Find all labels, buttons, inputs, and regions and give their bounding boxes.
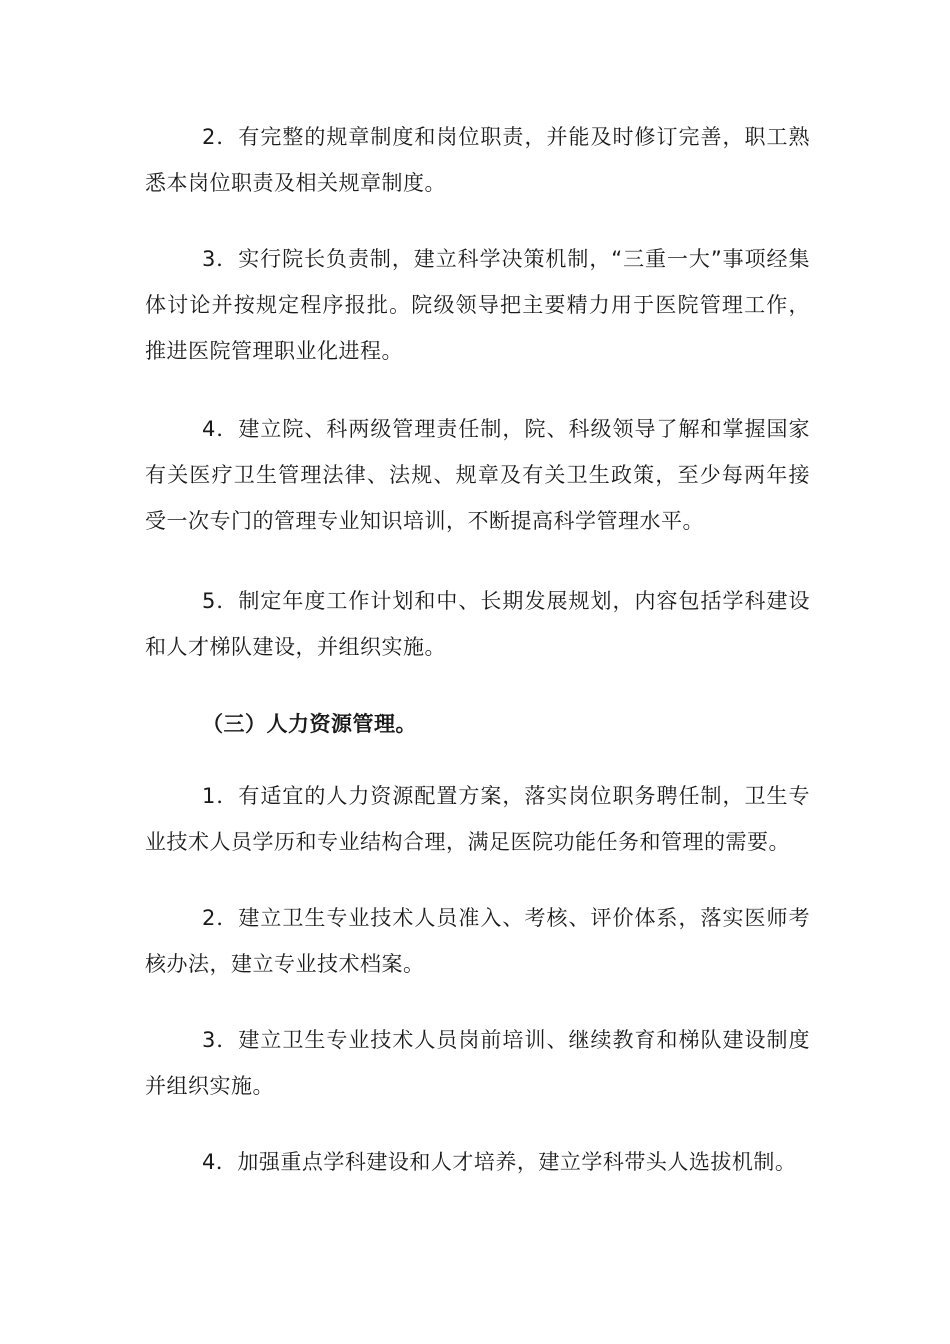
section-paragraph-1: 1．有适宜的人力资源配置方案，落实岗位职务聘任制，卫生专业技术人员学历和专业结构合理，满足医院功能任务和管理的需要。 (145, 784, 810, 854)
section-heading: （三）人力资源管理。 (202, 712, 417, 736)
paragraph-item-4: 4．建立院、科两级管理责任制，院、科级领导了解和掌握国家有关医疗卫生管理法律、法规、规章及有关卫生政策，至少每两年接受一次专门的管理专业知识培训，不断提高科学管理水平。 (145, 417, 810, 533)
paragraph-item-2: 2．有完整的规章制度和岗位职责，并能及时修订完善，职工熟悉本岗位职责及相关规章制度。 (145, 125, 810, 195)
paragraph-item-3: 3．实行院长负责制，建立科学决策机制，“三重一大”事项经集体讨论并按规定程序报批。院级领导把主要精力用于医院管理工作，推进医院管理职业化进程。 (145, 247, 810, 363)
section-paragraph-3: 3．建立卫生专业技术人员岗前培训、继续教育和梯队建设制度并组织实施。 (145, 1028, 810, 1098)
paragraph-item-5: 5．制定年度工作计划和中、长期发展规划，内容包括学科建设和人才梯队建设，并组织实施。 (145, 589, 810, 659)
section-paragraph-4: 4．加强重点学科建设和人才培养，建立学科带头人选拔机制。 (202, 1150, 797, 1174)
section-paragraph-2: 2．建立卫生专业技术人员准入、考核、评价体系，落实医师考核办法，建立专业技术档案。 (145, 906, 810, 976)
